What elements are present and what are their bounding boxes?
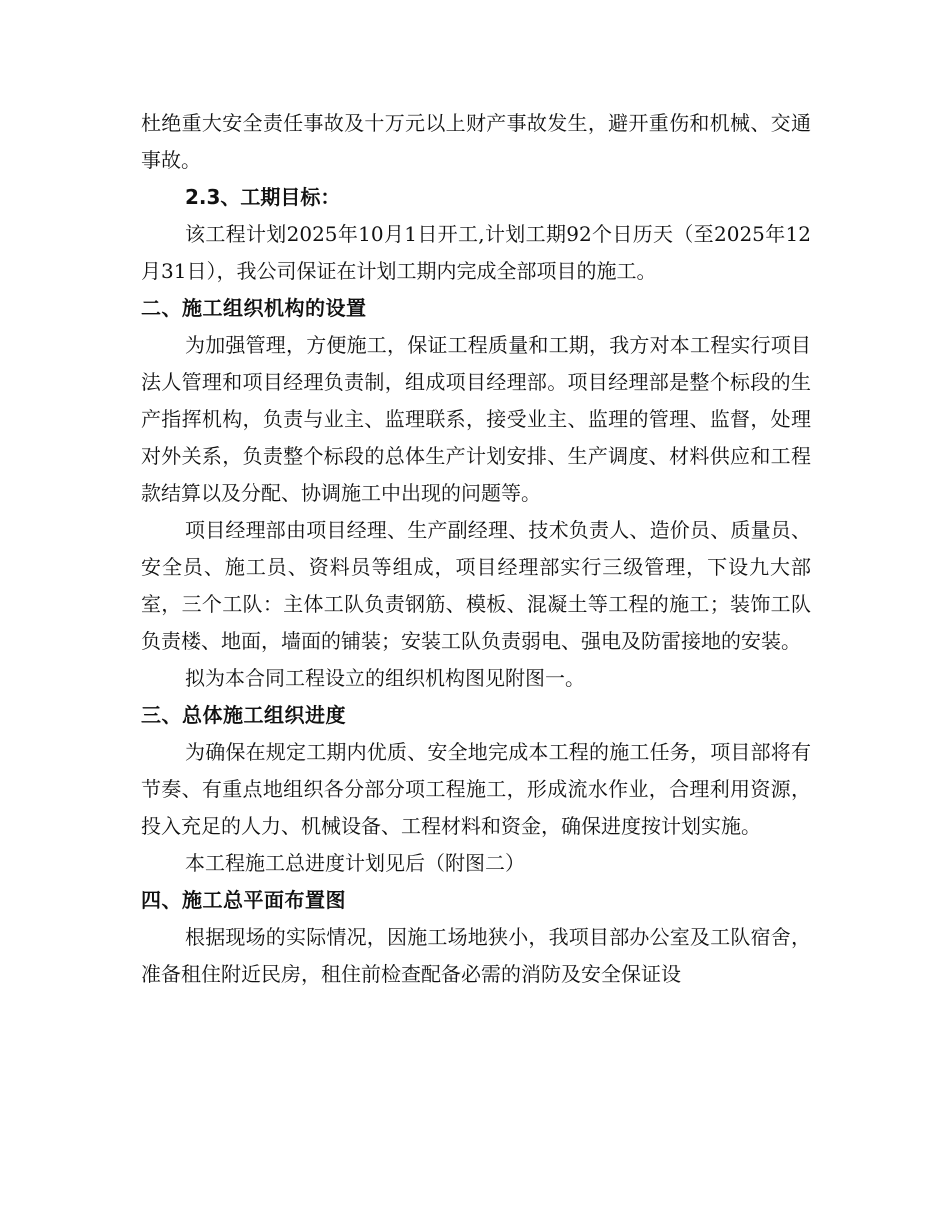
paragraph-safety-goal: 杜绝重大安全责任事故及十万元以上财产事故发生，避开重伤和机械、交通事故。 [141,111,811,172]
paragraph-schedule: 该工程计划2025年10月1日开工,计划工期92个日历天（至2025年12月31日），我公司保证在计划工期内完成全部项目的施工。 [141,222,811,283]
document-body [141,105,811,993]
paragraph-progress: 为确保在规定工期内优质、安全地完成本工程的施工任务，项目部将有节奏、有重点地组织各分部分项工程施工，形成流水作业，合理利用资源，投入充足的人力、机械设备、工程材料和资金，确保进度按计划实施。 [141,740,811,838]
paragraph-department: 项目经理部由项目经理、生产副经理、技术负责人、造价员、质量员、安全员、施工员、资料员等组成，项目经理部实行三级管理，下设九大部室，三个工队：主体工队负责钢筋、模板、混凝土等工程的施工；装饰工队负责楼、地面，墙面的铺装；安装工队负责弱电、强电及防雷接地的安装。 [141,518,811,653]
heading-progress: 三、总体施工组织进度 [141,703,346,727]
heading-site-layout: 四、施工总平面布置图 [141,888,346,912]
paragraph-site-layout: 根据现场的实际情况，因施工场地狭小，我项目部办公室及工队宿舍，准备租住附近民房，租住前检查配备必需的消防及安全保证设 [141,925,811,986]
paragraph-management: 为加强管理，方便施工，保证工程质量和工期，我方对本工程实行项目法人管理和项目经理负责制，组成项目经理部。项目经理部是整个标段的生产指挥机构，负责与业主、监理联系，接受业主、监理的管理、监督，处理对外关系，负责整个标段的总体生产计划安排、生产调度、材料供应和工程款结算以及分配、协调施工中出现的问题等。 [141,333,811,505]
paragraph-progress-ref: 本工程施工总进度计划见后（附图二） [185,851,525,875]
heading-organization: 二、施工组织机构的设置 [141,296,367,320]
paragraph-org-chart-ref: 拟为本合同工程设立的组织机构图见附图一。 [185,666,585,690]
subheading-schedule-goal: 2.3、工期目标： [185,185,341,209]
